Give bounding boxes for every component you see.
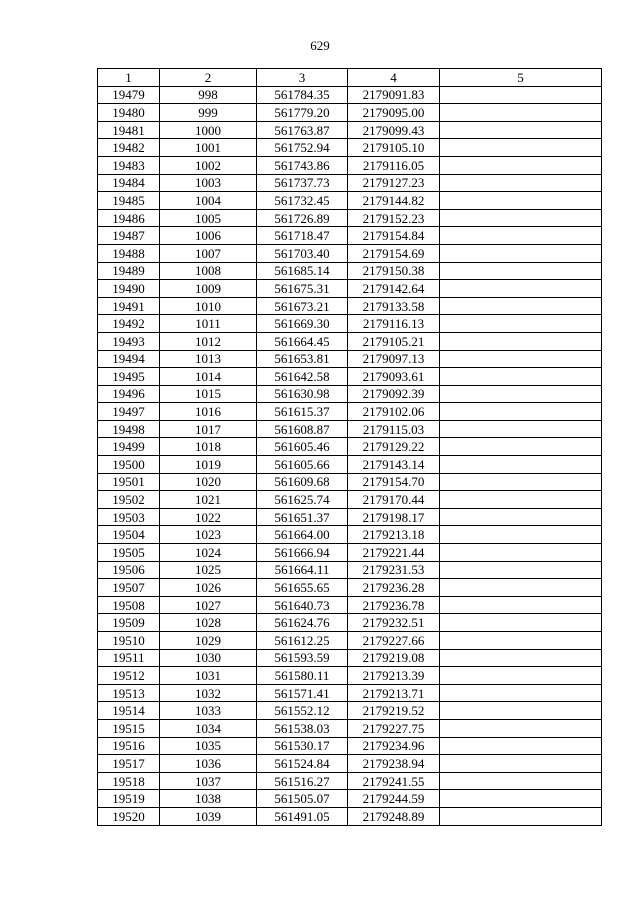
y-coordinate-cell: 2179227.66 (348, 632, 440, 650)
y-coordinate-cell: 2179143.14 (348, 456, 440, 474)
point-number-cell: 19491 (98, 297, 160, 315)
x-coordinate-cell: 561673.21 (257, 297, 348, 315)
x-coordinate-cell: 561505.07 (257, 790, 348, 808)
note-cell (440, 579, 602, 597)
point-number-cell: 19487 (98, 227, 160, 245)
point-number-cell: 19514 (98, 702, 160, 720)
point-number-cell: 19486 (98, 209, 160, 227)
x-coordinate-cell: 561685.14 (257, 262, 348, 280)
point-number-cell: 19520 (98, 807, 160, 825)
y-coordinate-cell: 2179248.89 (348, 807, 440, 825)
y-coordinate-cell: 2179095.00 (348, 104, 440, 122)
sequence-number-cell: 1020 (160, 473, 257, 491)
y-coordinate-cell: 2179231.53 (348, 561, 440, 579)
table-row (98, 579, 602, 597)
sequence-number-cell: 1038 (160, 790, 257, 808)
x-coordinate-cell: 561653.81 (257, 350, 348, 368)
note-cell (440, 403, 602, 421)
sequence-number-cell: 1024 (160, 544, 257, 562)
note-cell (440, 614, 602, 632)
sequence-number-cell: 1031 (160, 667, 257, 685)
note-cell (440, 420, 602, 438)
point-number-cell: 19493 (98, 332, 160, 350)
point-number-cell: 19504 (98, 526, 160, 544)
sequence-number-cell: 1019 (160, 456, 257, 474)
page-number: 629 (310, 38, 330, 53)
sequence-number-cell: 1006 (160, 227, 257, 245)
table-row (98, 491, 602, 509)
point-number-cell: 19488 (98, 244, 160, 262)
x-coordinate-cell: 561655.65 (257, 579, 348, 597)
y-coordinate-cell: 2179105.21 (348, 332, 440, 350)
sequence-number-cell: 1035 (160, 737, 257, 755)
y-coordinate-cell: 2179150.38 (348, 262, 440, 280)
table-row (98, 297, 602, 315)
x-coordinate-cell: 561608.87 (257, 420, 348, 438)
x-coordinate-cell: 561703.40 (257, 244, 348, 262)
x-coordinate-cell: 561605.46 (257, 438, 348, 456)
note-cell (440, 807, 602, 825)
point-number-cell: 19502 (98, 491, 160, 509)
y-coordinate-cell: 2179097.13 (348, 350, 440, 368)
x-coordinate-cell: 561571.41 (257, 684, 348, 702)
point-number-cell: 19480 (98, 104, 160, 122)
y-coordinate-cell: 2179144.82 (348, 192, 440, 210)
sequence-number-cell: 1000 (160, 121, 257, 139)
y-coordinate-cell: 2179142.64 (348, 280, 440, 298)
x-coordinate-cell: 561593.59 (257, 649, 348, 667)
point-number-cell: 19518 (98, 772, 160, 790)
y-coordinate-cell: 2179227.75 (348, 719, 440, 737)
sequence-number-cell: 1033 (160, 702, 257, 720)
table-row (98, 438, 602, 456)
table-row (98, 192, 602, 210)
y-coordinate-cell: 2179092.39 (348, 385, 440, 403)
table-body (98, 86, 602, 825)
sequence-number-cell: 1002 (160, 156, 257, 174)
y-coordinate-cell: 2179234.96 (348, 737, 440, 755)
column-header-5: 5 (440, 69, 602, 87)
note-cell (440, 262, 602, 280)
note-cell (440, 104, 602, 122)
note-cell (440, 86, 602, 104)
note-cell (440, 121, 602, 139)
x-coordinate-cell: 561784.35 (257, 86, 348, 104)
table-row (98, 104, 602, 122)
point-number-cell: 19498 (98, 420, 160, 438)
x-coordinate-cell: 561664.11 (257, 561, 348, 579)
y-coordinate-cell: 2179154.69 (348, 244, 440, 262)
sequence-number-cell: 1034 (160, 719, 257, 737)
y-coordinate-cell: 2179213.39 (348, 667, 440, 685)
note-cell (440, 174, 602, 192)
sequence-number-cell: 1008 (160, 262, 257, 280)
table-row (98, 526, 602, 544)
point-number-cell: 19489 (98, 262, 160, 280)
table-row (98, 544, 602, 562)
table-row (98, 227, 602, 245)
table-row (98, 684, 602, 702)
note-cell (440, 491, 602, 509)
table-row (98, 262, 602, 280)
sequence-number-cell: 1021 (160, 491, 257, 509)
x-coordinate-cell: 561530.17 (257, 737, 348, 755)
sequence-number-cell: 1009 (160, 280, 257, 298)
y-coordinate-cell: 2179219.52 (348, 702, 440, 720)
column-header-4: 4 (348, 69, 440, 87)
sequence-number-cell: 1001 (160, 139, 257, 157)
point-number-cell: 19500 (98, 456, 160, 474)
note-cell (440, 596, 602, 614)
table-row (98, 332, 602, 350)
table-row (98, 420, 602, 438)
note-cell (440, 280, 602, 298)
table-row (98, 244, 602, 262)
x-coordinate-cell: 561732.45 (257, 192, 348, 210)
note-cell (440, 719, 602, 737)
note-cell (440, 473, 602, 491)
sequence-number-cell: 1023 (160, 526, 257, 544)
y-coordinate-cell: 2179152.23 (348, 209, 440, 227)
y-coordinate-cell: 2179170.44 (348, 491, 440, 509)
sequence-number-cell: 1037 (160, 772, 257, 790)
sequence-number-cell: 1010 (160, 297, 257, 315)
sequence-number-cell: 1027 (160, 596, 257, 614)
table-row (98, 209, 602, 227)
point-number-cell: 19512 (98, 667, 160, 685)
table-row (98, 315, 602, 333)
sequence-number-cell: 1016 (160, 403, 257, 421)
table-row (98, 702, 602, 720)
point-number-cell: 19492 (98, 315, 160, 333)
point-number-cell: 19508 (98, 596, 160, 614)
table-row (98, 772, 602, 790)
table-row (98, 790, 602, 808)
x-coordinate-cell: 561664.45 (257, 332, 348, 350)
note-cell (440, 332, 602, 350)
note-cell (440, 350, 602, 368)
table-row (98, 385, 602, 403)
table-header-row (98, 69, 602, 87)
x-coordinate-cell: 561625.74 (257, 491, 348, 509)
note-cell (440, 790, 602, 808)
x-coordinate-cell: 561524.84 (257, 755, 348, 773)
x-coordinate-cell: 561640.73 (257, 596, 348, 614)
y-coordinate-cell: 2179232.51 (348, 614, 440, 632)
point-number-cell: 19481 (98, 121, 160, 139)
y-coordinate-cell: 2179116.13 (348, 315, 440, 333)
coordinates-table (97, 68, 602, 826)
x-coordinate-cell: 561752.94 (257, 139, 348, 157)
note-cell (440, 632, 602, 650)
x-coordinate-cell: 561612.25 (257, 632, 348, 650)
x-coordinate-cell: 561624.76 (257, 614, 348, 632)
point-number-cell: 19482 (98, 139, 160, 157)
table-row (98, 403, 602, 421)
note-cell (440, 702, 602, 720)
note-cell (440, 508, 602, 526)
table-row (98, 139, 602, 157)
x-coordinate-cell: 561666.94 (257, 544, 348, 562)
point-number-cell: 19503 (98, 508, 160, 526)
point-number-cell: 19479 (98, 86, 160, 104)
y-coordinate-cell: 2179105.10 (348, 139, 440, 157)
note-cell (440, 192, 602, 210)
note-cell (440, 297, 602, 315)
sequence-number-cell: 1012 (160, 332, 257, 350)
note-cell (440, 209, 602, 227)
x-coordinate-cell: 561580.11 (257, 667, 348, 685)
column-header-2: 2 (160, 69, 257, 87)
table-row (98, 807, 602, 825)
y-coordinate-cell: 2179102.06 (348, 403, 440, 421)
y-coordinate-cell: 2179244.59 (348, 790, 440, 808)
y-coordinate-cell: 2179099.43 (348, 121, 440, 139)
y-coordinate-cell: 2179129.22 (348, 438, 440, 456)
sequence-number-cell: 1032 (160, 684, 257, 702)
point-number-cell: 19509 (98, 614, 160, 632)
x-coordinate-cell: 561737.73 (257, 174, 348, 192)
table-row (98, 508, 602, 526)
note-cell (440, 684, 602, 702)
note-cell (440, 315, 602, 333)
sequence-number-cell: 1025 (160, 561, 257, 579)
note-cell (440, 456, 602, 474)
point-number-cell: 19490 (98, 280, 160, 298)
sequence-number-cell: 1004 (160, 192, 257, 210)
sequence-number-cell: 1028 (160, 614, 257, 632)
note-cell (440, 227, 602, 245)
point-number-cell: 19485 (98, 192, 160, 210)
x-coordinate-cell: 561743.86 (257, 156, 348, 174)
point-number-cell: 19499 (98, 438, 160, 456)
x-coordinate-cell: 561538.03 (257, 719, 348, 737)
sequence-number-cell: 1018 (160, 438, 257, 456)
point-number-cell: 19497 (98, 403, 160, 421)
point-number-cell: 19494 (98, 350, 160, 368)
sequence-number-cell: 1029 (160, 632, 257, 650)
note-cell (440, 667, 602, 685)
table-row (98, 737, 602, 755)
note-cell (440, 139, 602, 157)
table-row (98, 86, 602, 104)
sequence-number-cell: 1014 (160, 368, 257, 386)
column-header-1: 1 (98, 69, 160, 87)
x-coordinate-cell: 561726.89 (257, 209, 348, 227)
table-row (98, 561, 602, 579)
note-cell (440, 438, 602, 456)
table-row (98, 156, 602, 174)
x-coordinate-cell: 561669.30 (257, 315, 348, 333)
table-row (98, 368, 602, 386)
sequence-number-cell: 1017 (160, 420, 257, 438)
point-number-cell: 19507 (98, 579, 160, 597)
x-coordinate-cell: 561718.47 (257, 227, 348, 245)
y-coordinate-cell: 2179154.70 (348, 473, 440, 491)
y-coordinate-cell: 2179236.28 (348, 579, 440, 597)
sequence-number-cell: 998 (160, 86, 257, 104)
note-cell (440, 368, 602, 386)
point-number-cell: 19513 (98, 684, 160, 702)
x-coordinate-cell: 561605.66 (257, 456, 348, 474)
table-row (98, 755, 602, 773)
point-number-cell: 19484 (98, 174, 160, 192)
y-coordinate-cell: 2179116.05 (348, 156, 440, 174)
note-cell (440, 737, 602, 755)
x-coordinate-cell: 561763.87 (257, 121, 348, 139)
note-cell (440, 544, 602, 562)
y-coordinate-cell: 2179236.78 (348, 596, 440, 614)
point-number-cell: 19510 (98, 632, 160, 650)
note-cell (440, 526, 602, 544)
x-coordinate-cell: 561675.31 (257, 280, 348, 298)
sequence-number-cell: 1011 (160, 315, 257, 333)
sequence-number-cell: 1036 (160, 755, 257, 773)
point-number-cell: 19519 (98, 790, 160, 808)
x-coordinate-cell: 561651.37 (257, 508, 348, 526)
x-coordinate-cell: 561609.68 (257, 473, 348, 491)
point-number-cell: 19517 (98, 755, 160, 773)
y-coordinate-cell: 2179219.08 (348, 649, 440, 667)
x-coordinate-cell: 561630.98 (257, 385, 348, 403)
table-row (98, 174, 602, 192)
y-coordinate-cell: 2179241.55 (348, 772, 440, 790)
point-number-cell: 19501 (98, 473, 160, 491)
column-header-3: 3 (257, 69, 348, 87)
note-cell (440, 244, 602, 262)
sequence-number-cell: 1007 (160, 244, 257, 262)
y-coordinate-cell: 2179221.44 (348, 544, 440, 562)
point-number-cell: 19483 (98, 156, 160, 174)
x-coordinate-cell: 561615.37 (257, 403, 348, 421)
y-coordinate-cell: 2179093.61 (348, 368, 440, 386)
sequence-number-cell: 1013 (160, 350, 257, 368)
table-row (98, 719, 602, 737)
x-coordinate-cell: 561642.58 (257, 368, 348, 386)
table-row (98, 473, 602, 491)
point-number-cell: 19516 (98, 737, 160, 755)
note-cell (440, 755, 602, 773)
sequence-number-cell: 1026 (160, 579, 257, 597)
point-number-cell: 19505 (98, 544, 160, 562)
point-number-cell: 19496 (98, 385, 160, 403)
table-row (98, 632, 602, 650)
sequence-number-cell: 1039 (160, 807, 257, 825)
table-row (98, 121, 602, 139)
y-coordinate-cell: 2179127.23 (348, 174, 440, 192)
sequence-number-cell: 1030 (160, 649, 257, 667)
x-coordinate-cell: 561779.20 (257, 104, 348, 122)
point-number-cell: 19495 (98, 368, 160, 386)
note-cell (440, 385, 602, 403)
y-coordinate-cell: 2179115.03 (348, 420, 440, 438)
point-number-cell: 19515 (98, 719, 160, 737)
x-coordinate-cell: 561552.12 (257, 702, 348, 720)
x-coordinate-cell: 561516.27 (257, 772, 348, 790)
sequence-number-cell: 1015 (160, 385, 257, 403)
y-coordinate-cell: 2179238.94 (348, 755, 440, 773)
table-row (98, 280, 602, 298)
table-row (98, 596, 602, 614)
point-number-cell: 19511 (98, 649, 160, 667)
table-row (98, 614, 602, 632)
table-row (98, 350, 602, 368)
sequence-number-cell: 1022 (160, 508, 257, 526)
table-row (98, 456, 602, 474)
table-row (98, 649, 602, 667)
note-cell (440, 649, 602, 667)
y-coordinate-cell: 2179213.71 (348, 684, 440, 702)
x-coordinate-cell: 561491.05 (257, 807, 348, 825)
y-coordinate-cell: 2179154.84 (348, 227, 440, 245)
x-coordinate-cell: 561664.00 (257, 526, 348, 544)
y-coordinate-cell: 2179133.58 (348, 297, 440, 315)
point-number-cell: 19506 (98, 561, 160, 579)
sequence-number-cell: 1005 (160, 209, 257, 227)
y-coordinate-cell: 2179091.83 (348, 86, 440, 104)
sequence-number-cell: 1003 (160, 174, 257, 192)
y-coordinate-cell: 2179213.18 (348, 526, 440, 544)
sequence-number-cell: 999 (160, 104, 257, 122)
note-cell (440, 772, 602, 790)
note-cell (440, 156, 602, 174)
note-cell (440, 561, 602, 579)
y-coordinate-cell: 2179198.17 (348, 508, 440, 526)
table-row (98, 667, 602, 685)
